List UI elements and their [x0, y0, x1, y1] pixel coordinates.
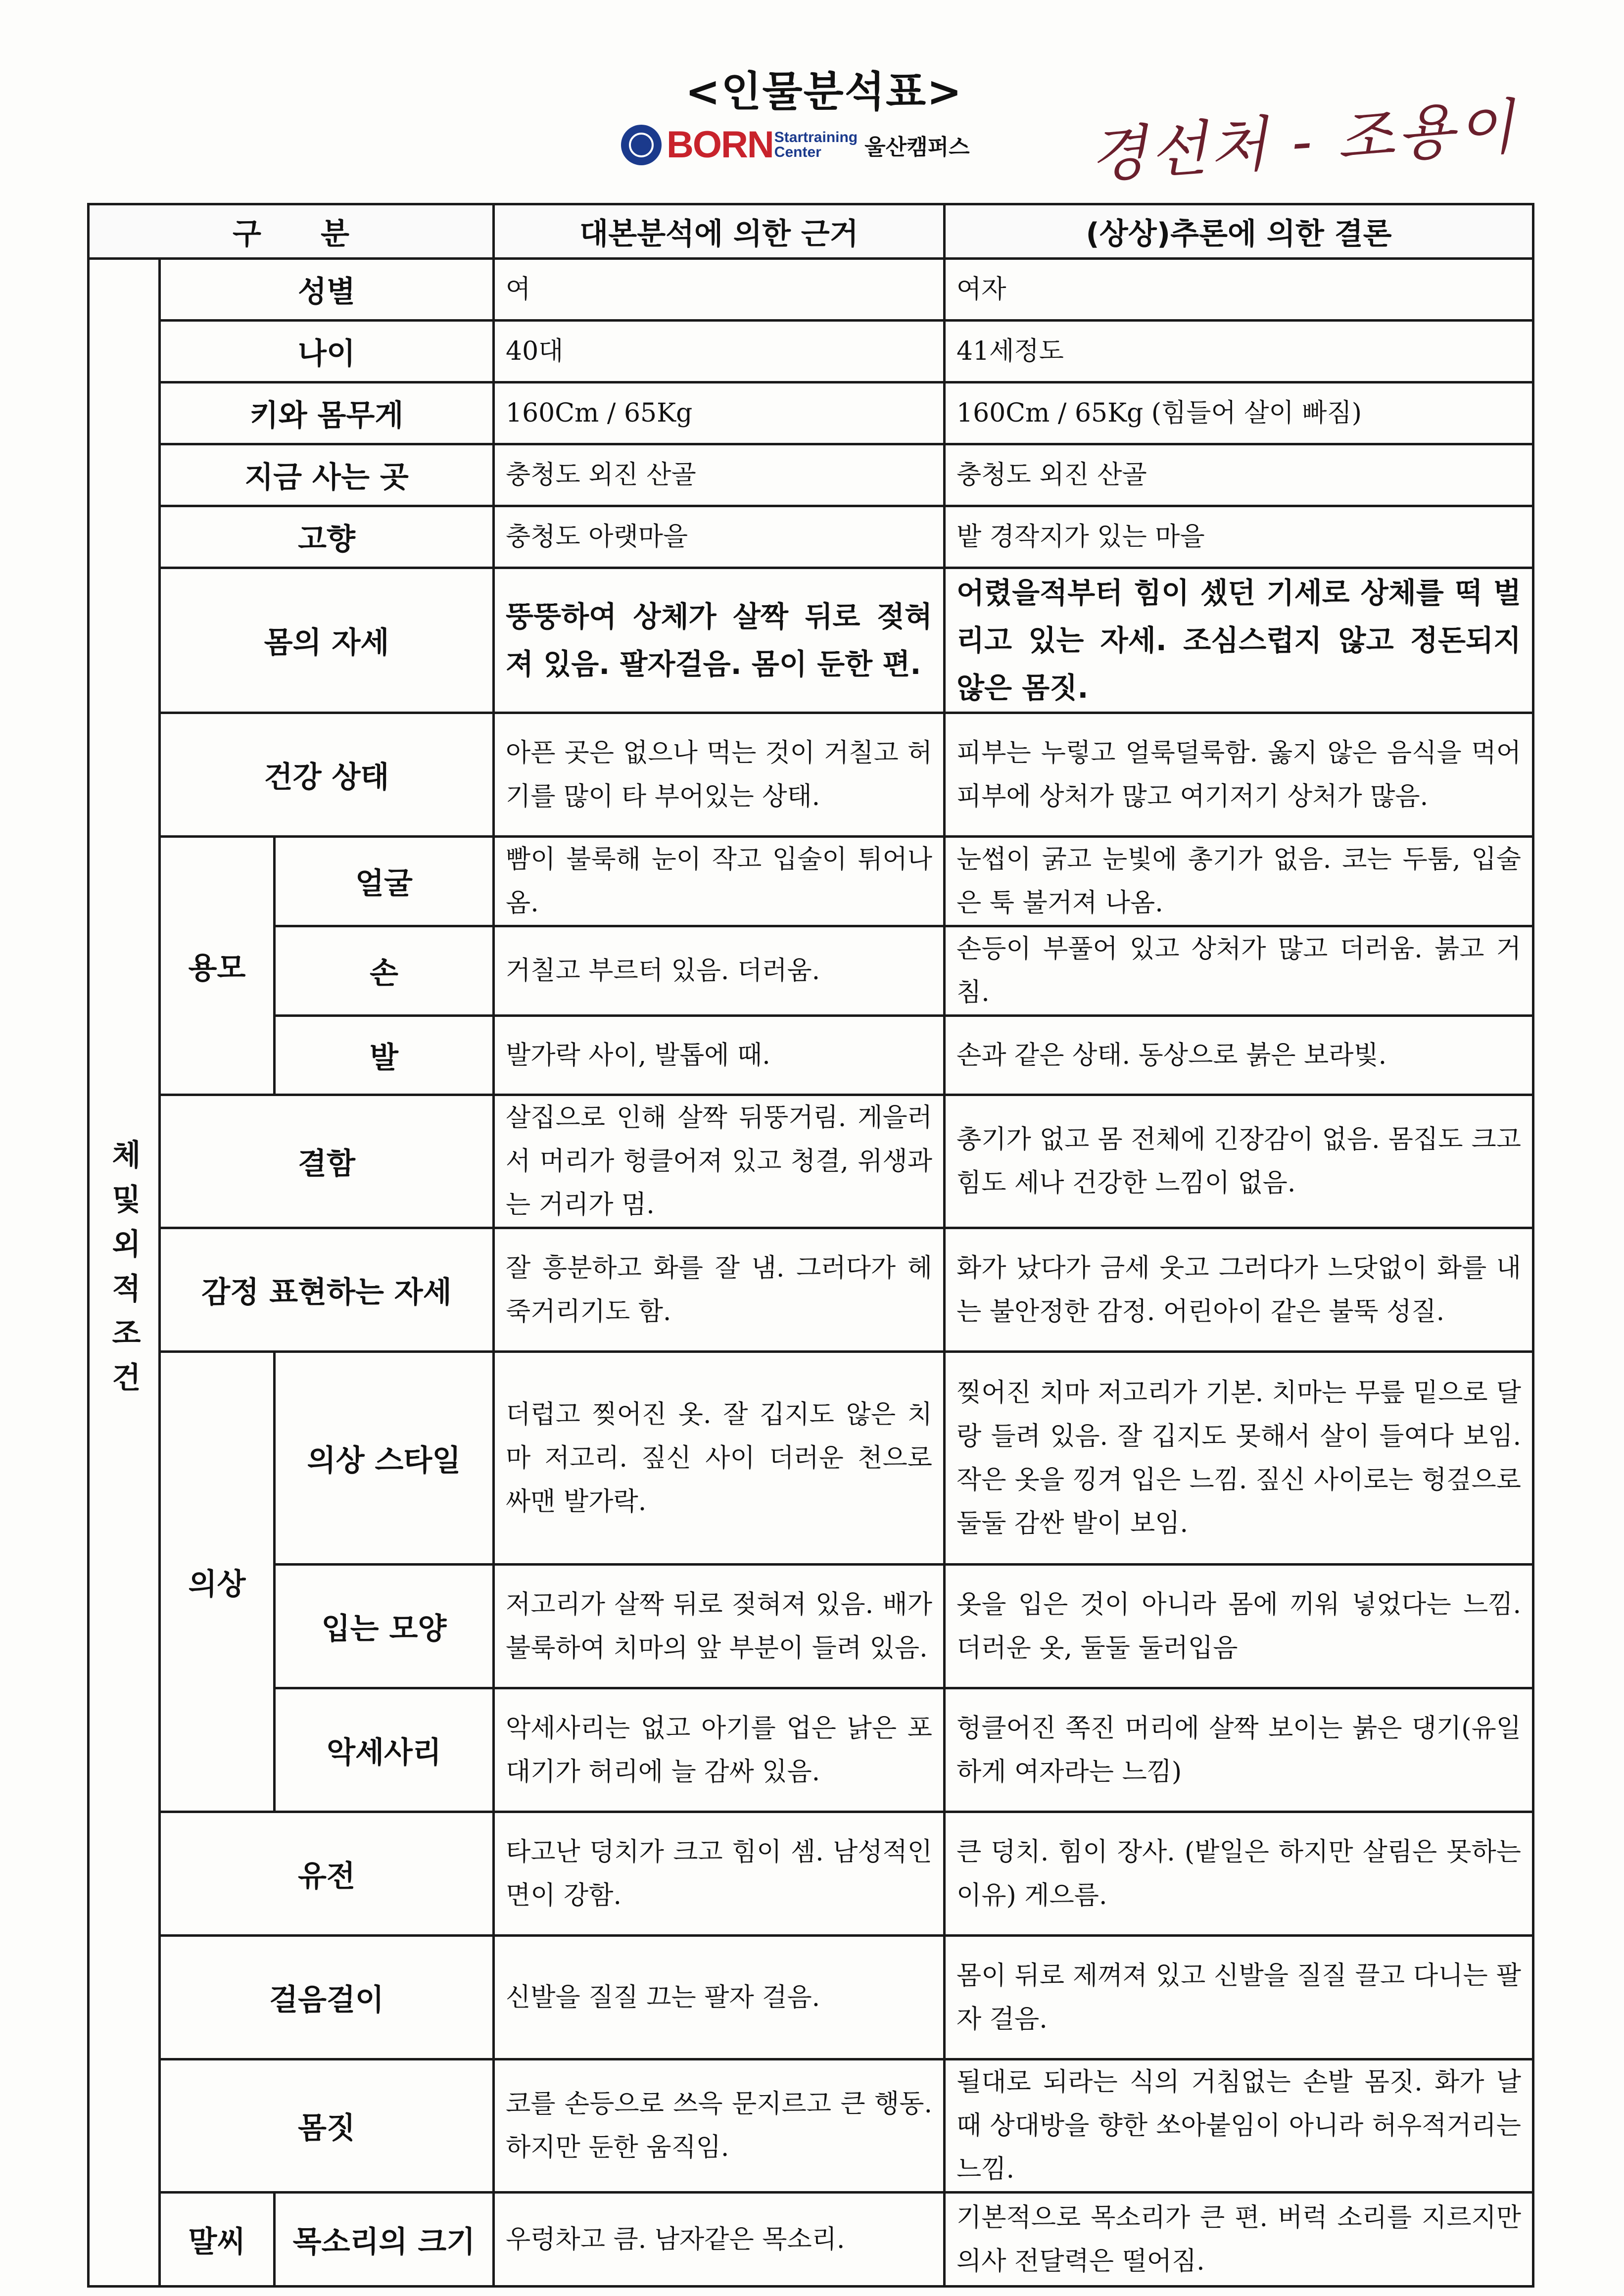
conclusion-cell: 몸이 뒤로 제껴져 있고 신발을 질질 끌고 다니는 팔자 걸음. [945, 1936, 1533, 2059]
row-label: 목소리의 크기 [275, 2193, 494, 2287]
header-evidence: 대본분석에 의한 근거 [494, 204, 945, 259]
conclusion-cell: 충청도 외진 산골 [945, 444, 1533, 506]
table-row [89, 713, 1533, 837]
table-row [89, 506, 1533, 568]
table-row [89, 1936, 1533, 2059]
table-row [89, 1812, 1533, 1936]
logo-sub-bottom: Center [774, 144, 821, 160]
conclusion-cell: 손등이 부풀어 있고 상처가 많고 더러움. 붉고 거침. [945, 926, 1533, 1016]
header-conclusion: (상상)추론에 의한 결론 [945, 204, 1533, 259]
emblem-icon [621, 125, 662, 165]
evidence-cell: 충청도 아랫마을 [494, 506, 945, 568]
table-row [89, 321, 1533, 383]
conclusion-cell: 큰 덩치. 힘이 장사. (밭일은 하지만 살림은 못하는 이유) 게으름. [945, 1812, 1533, 1936]
row-label: 나이 [160, 321, 494, 383]
logo [621, 123, 970, 167]
logo-sub-top: Startraining [774, 129, 858, 145]
row-label: 성별 [160, 259, 494, 321]
row-label: 의상 스타일 [275, 1352, 494, 1565]
row-label: 몸짓 [160, 2059, 494, 2193]
table-row [89, 259, 1533, 321]
row-label: 몸의 자세 [160, 568, 494, 713]
table-row [89, 1095, 1533, 1228]
table-row [89, 1565, 1533, 1688]
table-row [89, 837, 1533, 926]
conclusion-cell: 찢어진 치마 저고리가 기본. 치마는 무릎 밑으로 달랑 들려 있음. 잘 깁지도 못해서 살이 들여다 보임. 작은 옷을 낑겨 입은 느낌. 짚신 사이로는 헝겊으로 둘둘 감싼 발이 보임. [945, 1352, 1533, 1565]
conclusion-cell: 화가 났다가 금세 웃고 그러다가 느닷없이 화를 내는 불안정한 감정. 어린아이 같은 불뚝 성질. [945, 1228, 1533, 1352]
table-row [89, 444, 1533, 506]
logo-subtitle [774, 130, 858, 160]
evidence-cell: 충청도 외진 산골 [494, 444, 945, 506]
conclusion-cell: 160Cm / 65Kg (힘들어 살이 빠짐) [945, 383, 1533, 444]
row-label: 지금 사는 곳 [160, 444, 494, 506]
evidence-cell: 발가락 사이, 발톱에 때. [494, 1016, 945, 1095]
evidence-cell: 살집으로 인해 살짝 뒤뚱거림. 게을러서 머리가 헝클어져 있고 청결, 위생과는 거리가 멈. [494, 1095, 945, 1228]
table-row [89, 568, 1533, 713]
table-row [89, 1016, 1533, 1095]
table-row [89, 1352, 1533, 1565]
conclusion-cell: 헝클어진 쪽진 머리에 살짝 보이는 붉은 댕기(유일하게 여자라는 느낌) [945, 1688, 1533, 1812]
conclusion-cell: 밭 경작지가 있는 마을 [945, 506, 1533, 568]
row-label: 입는 모양 [275, 1565, 494, 1688]
page-title: <인물분석표> [685, 67, 963, 116]
header-category: 구 분 [89, 204, 494, 259]
campus-name: 울산캠퍼스 [864, 135, 970, 160]
group-speech: 말씨 [160, 2193, 275, 2287]
row-label: 고향 [160, 506, 494, 568]
evidence-cell: 잘 흥분하고 화를 잘 냄. 그러다가 헤죽거리기도 함. [494, 1228, 945, 1352]
evidence-cell: 빰이 불룩해 눈이 작고 입술이 튀어나옴. [494, 837, 945, 926]
handwritten-note: 경선처 - 조용이 [1087, 92, 1520, 191]
row-label: 얼굴 [275, 837, 494, 926]
evidence-cell: 저고리가 살짝 뒤로 젖혀져 있음. 배가 불룩하여 치마의 앞 부분이 들려 있음. [494, 1565, 945, 1688]
evidence-cell: 거칠고 부르터 있음. 더러움. [494, 926, 945, 1016]
row-label: 걸음걸이 [160, 1936, 494, 2059]
evidence-cell: 더럽고 찢어진 옷. 잘 깁지도 않은 치마 저고리. 짚신 사이 더러운 천으로 싸맨 발가락. [494, 1352, 945, 1565]
row-label: 유전 [160, 1812, 494, 1936]
evidence-cell: 신발을 질질 끄는 팔자 걸음. [494, 1936, 945, 2059]
evidence-cell: 160Cm / 65Kg [494, 383, 945, 444]
table-row [89, 1228, 1533, 1352]
table-row [89, 383, 1533, 444]
conclusion-cell: 손과 같은 상태. 동상으로 붉은 보라빛. [945, 1016, 1533, 1095]
table-row [89, 1688, 1533, 1812]
evidence-cell: 코를 손등으로 쓰윽 문지르고 큰 행동. 하지만 둔한 움직임. [494, 2059, 945, 2193]
character-analysis-table [87, 203, 1534, 2288]
conclusion-cell: 옷을 입은 것이 아니라 몸에 끼워 넣었다는 느낌. 더러운 옷, 둘둘 둘러입음 [945, 1565, 1533, 1688]
conclusion-cell: 기본적으로 목소리가 큰 편. 버럭 소리를 지르지만 의사 전달력은 떨어짐. [945, 2193, 1533, 2287]
conclusion-cell: 총기가 없고 몸 전체에 긴장감이 없음. 몸집도 크고 힘도 세나 건강한 느낌이 없음. [945, 1095, 1533, 1228]
evidence-cell: 여 [494, 259, 945, 321]
evidence-cell: 40대 [494, 321, 945, 383]
conclusion-cell: 피부는 누렇고 얼룩덜룩함. 옳지 않은 음식을 먹어 피부에 상처가 많고 여기저기 상처가 많음. [945, 713, 1533, 837]
table-row [89, 2193, 1533, 2287]
table-row [89, 2059, 1533, 2193]
row-label: 발 [275, 1016, 494, 1095]
table-row [89, 926, 1533, 1016]
evidence-cell: 아픈 곳은 없으나 먹는 것이 거칠고 허기를 많이 타 부어있는 상태. [494, 713, 945, 837]
row-label: 건강 상태 [160, 713, 494, 837]
group-clothing: 의상 [160, 1352, 275, 1812]
logo-text: BORN [667, 124, 773, 166]
row-label: 감정 표현하는 자세 [160, 1228, 494, 1352]
group-appearance: 용모 [160, 837, 275, 1095]
group-body: 체및외적조건 [89, 259, 160, 2287]
evidence-cell: 뚱뚱하여 상체가 살짝 뒤로 젖혀져 있음. 팔자걸음. 몸이 둔한 편. [494, 568, 945, 713]
row-label: 악세사리 [275, 1688, 494, 1812]
conclusion-cell: 여자 [945, 259, 1533, 321]
evidence-cell: 악세사리는 없고 아기를 업은 낡은 포대기가 허리에 늘 감싸 있음. [494, 1688, 945, 1812]
conclusion-cell: 될대로 되라는 식의 거침없는 손발 몸짓. 화가 날 때 상대방을 향한 쏘아붙임이 아니라 허우적거리는 느낌. [945, 2059, 1533, 2193]
row-label: 결함 [160, 1095, 494, 1228]
evidence-cell: 타고난 덩치가 크고 힘이 셈. 남성적인 면이 강함. [494, 1812, 945, 1936]
conclusion-cell: 어렸을적부터 힘이 셌던 기세로 상체를 떡 벌리고 있는 자세. 조심스럽지 않고 정돈되지 않은 몸짓. [945, 568, 1533, 713]
conclusion-cell: 눈썹이 굵고 눈빛에 총기가 없음. 코는 두툼, 입술은 툭 불거져 나옴. [945, 837, 1533, 926]
evidence-cell: 우렁차고 큼. 남자같은 목소리. [494, 2193, 945, 2287]
conclusion-cell: 41세정도 [945, 321, 1533, 383]
row-label: 손 [275, 926, 494, 1016]
row-label: 키와 몸무게 [160, 383, 494, 444]
